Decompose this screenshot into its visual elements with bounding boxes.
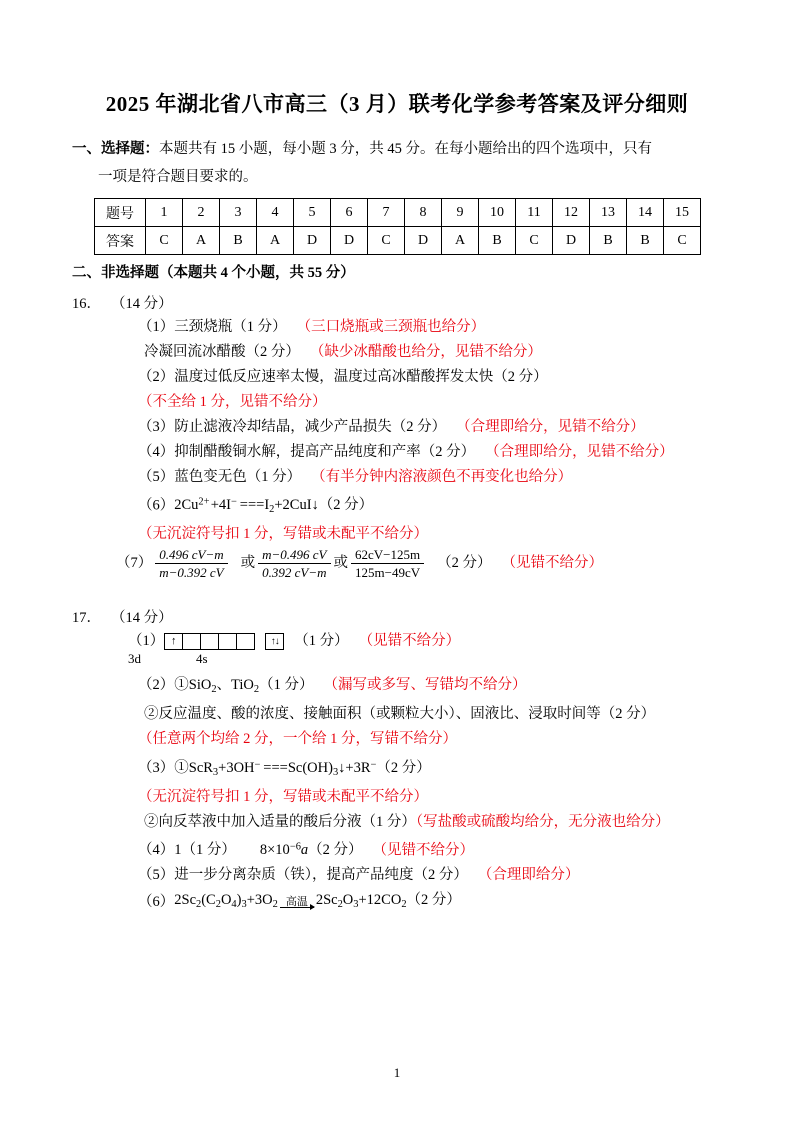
q16-1-line2 bbox=[72, 340, 722, 365]
q17-3-line1 bbox=[72, 752, 722, 784]
orbital-diagram-3d bbox=[164, 633, 255, 650]
table-row-answers bbox=[95, 227, 701, 255]
cell-ans-12: D bbox=[553, 227, 590, 255]
q17-3c-note: （写盐酸或硫酸均给分，无分液也给分） bbox=[415, 813, 670, 830]
q17-2-note2: （任意两个均给 2 分，一个给 1 分，写错不给分） bbox=[138, 731, 457, 748]
q16-1b-note: （缺少冰醋酸也给分，见错不给分） bbox=[309, 344, 542, 360]
q17-2-note: （漏写或多写、写错均不给分） bbox=[323, 677, 527, 694]
q16-7-fraction-1 bbox=[155, 547, 227, 580]
orbital-label-3d: 3d bbox=[128, 651, 141, 667]
q16-5-line bbox=[72, 465, 722, 490]
q16-6-equation-line bbox=[72, 490, 722, 522]
cell-num-15: 15 bbox=[664, 199, 701, 227]
q17-6-equation-left: $2Sc_2(C_2O_4)_3+3O_2$ bbox=[174, 891, 278, 910]
cell-ans-4: A bbox=[257, 227, 294, 255]
q17-4-text: （4）1（1 分） $8\times 10^{-6}a(2$ 分） bbox=[138, 841, 363, 858]
q17-4-note: （见错不给分） bbox=[372, 841, 475, 858]
q16-5-text: （5）蓝色变无色（1 分） bbox=[138, 469, 302, 485]
q16-3-note: （合理即给分，见错不给分） bbox=[456, 419, 645, 435]
q17-label: 17． bbox=[72, 610, 101, 627]
cell-num-9: 9 bbox=[442, 199, 479, 227]
q16-label: 16． bbox=[72, 296, 101, 312]
orbital-labels bbox=[72, 651, 722, 667]
table-row-numbers bbox=[95, 199, 701, 227]
fraction-denominator: 125m−49cV bbox=[355, 565, 421, 581]
q17-3-note: （无沉淀符号扣 1 分，写错或未配平不给分） bbox=[138, 788, 428, 805]
q17-3-line2 bbox=[72, 810, 722, 835]
cell-num-11: 11 bbox=[516, 199, 553, 227]
cell-num-7: 7 bbox=[368, 199, 405, 227]
cell-ans-11: C bbox=[516, 227, 553, 255]
cell-num-13: 13 bbox=[590, 199, 627, 227]
q16-1-text: （1）三颈烧瓶（1 分） bbox=[138, 319, 287, 335]
reaction-arrow bbox=[280, 897, 314, 908]
q16-1b-text: 冷凝回流冰醋酸（2 分） bbox=[144, 344, 300, 360]
cell-num-4: 4 bbox=[257, 199, 294, 227]
cell-ans-10: B bbox=[479, 227, 516, 255]
q16-7-fraction-3 bbox=[351, 547, 424, 580]
cell-num-12: 12 bbox=[553, 199, 590, 227]
cell-num-3: 3 bbox=[220, 199, 257, 227]
q17-4-line bbox=[72, 835, 722, 863]
cell-num-1: 1 bbox=[146, 199, 183, 227]
answer-table-wrapper bbox=[94, 198, 722, 255]
q17-2b-text: ②反应温度、酸的浓度、接触面积（或颗粒大小）、固液比、浸取时间等（2 分） bbox=[144, 706, 656, 723]
cell-num-14: 14 bbox=[627, 199, 664, 227]
orbital-box-3 bbox=[201, 634, 219, 649]
orbital-box-5 bbox=[237, 634, 254, 649]
q16-1-note: （三口烧瓶或三颈瓶也给分） bbox=[296, 319, 486, 335]
q16-2-text: （2）温度过低反应速率太慢，温度过高冰醋酸挥发太快（2 分） bbox=[138, 369, 548, 385]
q17-3c-text: ②向反萃液中加入适量的酸后分液（1 分） bbox=[144, 813, 416, 830]
q17-1-orbital-row bbox=[72, 629, 722, 650]
fraction-numerator: 0.496 cV−m bbox=[155, 547, 227, 564]
q16-5-note: （有半分钟内溶液颜色不再变化也给分） bbox=[311, 469, 573, 485]
section2-heading: 二、非选择题（本题共 4 个小题，共 55 分） bbox=[72, 265, 355, 281]
q16-1-line1 bbox=[72, 315, 722, 340]
section1-heading bbox=[72, 136, 722, 162]
table-header-number: 题号 bbox=[95, 199, 146, 227]
question-17-number bbox=[72, 606, 722, 627]
cell-ans-6: D bbox=[331, 227, 368, 255]
q16-2-line1 bbox=[72, 365, 722, 390]
cell-ans-8: D bbox=[405, 227, 442, 255]
section1-heading-label: 一、选择题： bbox=[72, 141, 159, 157]
cell-ans-14: B bbox=[627, 227, 664, 255]
q16-7-or-1: 或 bbox=[240, 555, 256, 572]
q17-2-text: （2）①SiO$_2$、TiO$_2$（1 分） bbox=[138, 677, 314, 696]
fraction-numerator: 62cV−125m bbox=[351, 547, 424, 564]
cell-ans-15: C bbox=[664, 227, 701, 255]
q17-5-text: （5）进一步分离杂质（铁），提高产品纯度（2 分） bbox=[138, 866, 468, 883]
q16-4-line bbox=[72, 440, 722, 465]
q16-4-note: （合理即给分，见错不给分） bbox=[485, 444, 674, 460]
cell-ans-1: C bbox=[146, 227, 183, 255]
cell-num-8: 8 bbox=[405, 199, 442, 227]
section1-heading-text: 本题共有 15 小题，每小题 3 分，共 45 分。在每小题给出的四个选项中，只有 bbox=[159, 141, 652, 157]
page-number: 1 bbox=[393, 1065, 401, 1080]
answer-table bbox=[94, 198, 701, 255]
arrow-line-icon bbox=[280, 907, 314, 908]
cell-num-10: 10 bbox=[479, 199, 516, 227]
q16-7-note: （见错不给分） bbox=[501, 555, 603, 572]
table-header-answer: 答案 bbox=[95, 227, 146, 255]
q16-6-equation: $2Cu^{2+}$ $+4I^- ===I_2+2CuI↓(2$ 分） bbox=[174, 497, 374, 516]
cell-ans-2: A bbox=[183, 227, 220, 255]
q17-6-row bbox=[72, 888, 722, 917]
page-title: 2025 年湖北省八市高三（3 月）联考化学参考答案及评分细则 bbox=[105, 92, 689, 116]
q16-score: （14 分） bbox=[111, 296, 173, 312]
orbital-label-4s: 4s bbox=[196, 651, 208, 667]
section1-heading-line2: 一项是符合题目要求的。 bbox=[98, 169, 258, 185]
q16-7-row bbox=[72, 547, 722, 580]
q16-7-fraction-2 bbox=[258, 547, 330, 580]
q16-6-note: （无沉淀符号扣 1 分，写错或未配平不给分） bbox=[138, 526, 428, 543]
cell-ans-7: C bbox=[368, 227, 405, 255]
q16-7-label: （7） bbox=[116, 555, 153, 572]
q17-1-note: （见错不给分） bbox=[358, 633, 461, 650]
q16-7-score: （2 分） bbox=[437, 555, 492, 572]
q17-2-line2 bbox=[72, 702, 722, 727]
cell-num-2: 2 bbox=[183, 199, 220, 227]
q17-score: （14 分） bbox=[111, 610, 173, 627]
cell-num-6: 6 bbox=[331, 199, 368, 227]
q16-3-line bbox=[72, 415, 722, 440]
q17-6-label: （6） bbox=[138, 893, 175, 910]
q17-6-equation-right: $2Sc_2O_3+12CO_2(2$ 分） bbox=[315, 891, 461, 910]
q16-2-note: （不全给 1 分，见错不给分） bbox=[138, 394, 327, 410]
q17-3-equation: （3）①ScR$_3$+3OH− $===Sc(OH)_3↓+3R^-(2$ 分） bbox=[138, 759, 431, 778]
cell-ans-5: D bbox=[294, 227, 331, 255]
orbital-box-1 bbox=[165, 634, 183, 649]
fraction-denominator: 0.392 cV−m bbox=[262, 565, 327, 581]
orbital-box-4s bbox=[266, 634, 283, 649]
reaction-condition: 高温 bbox=[285, 895, 308, 908]
q17-1-label: （1） bbox=[128, 633, 165, 650]
orbital-box-4 bbox=[219, 634, 237, 649]
cell-ans-13: B bbox=[590, 227, 627, 255]
q16-4-text: （4）抑制醋酸铜水解，提高产品纯度和产率（2 分） bbox=[138, 444, 476, 460]
q16-7-or-2: 或 bbox=[333, 555, 348, 572]
orbital-diagram-4s bbox=[265, 633, 284, 650]
q17-1-score: （1 分） bbox=[294, 633, 349, 650]
fraction-numerator: m−0.496 cV bbox=[258, 547, 330, 564]
question-16-number bbox=[72, 292, 722, 313]
orbital-box-2 bbox=[183, 634, 201, 649]
fraction-denominator: m−0.392 cV bbox=[159, 565, 224, 581]
q17-2-line1 bbox=[72, 673, 722, 702]
q16-6-label: （6） bbox=[138, 497, 175, 514]
cell-ans-3: B bbox=[220, 227, 257, 255]
cell-ans-9: A bbox=[442, 227, 479, 255]
q17-5-note: （合理即给分） bbox=[477, 866, 580, 883]
cell-num-5: 5 bbox=[294, 199, 331, 227]
q17-5-line bbox=[72, 863, 722, 888]
q16-3-text: （3）防止滤液冷却结晶，减少产品损失（2 分） bbox=[138, 419, 447, 435]
